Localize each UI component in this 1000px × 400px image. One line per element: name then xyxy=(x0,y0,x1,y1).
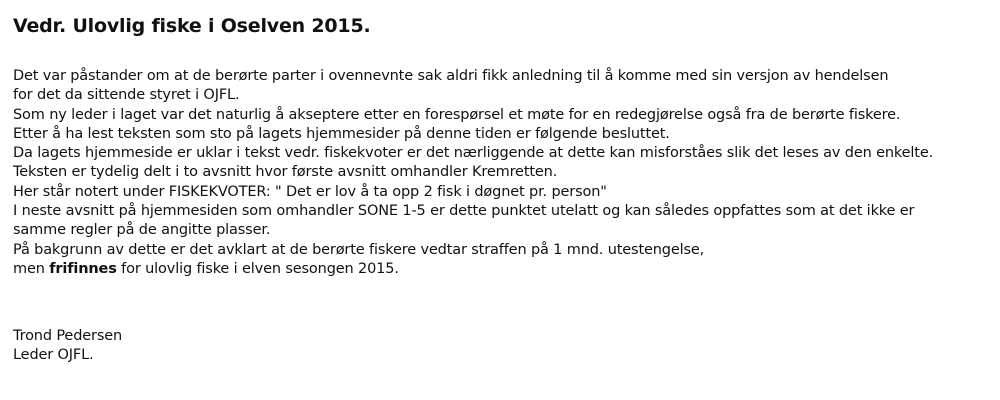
body-line: for det da sittende styret i OJFL. xyxy=(13,87,240,104)
document-title: Vedr. Ulovlig fiske i Oselven 2015. xyxy=(13,15,371,37)
body-line: Teksten er tydelig delt i to avsnitt hvor første avsnitt omhandler Kremretten. xyxy=(13,164,558,181)
body-line: samme regler på de angitte plasser. xyxy=(13,222,271,239)
signature-role: Leder OJFL. xyxy=(13,347,94,364)
body-line: Da lagets hjemmeside er uklar i tekst vedr. fiskekvoter er det nærliggende at dette kan misforståes slik det leses av den enkelte. xyxy=(13,145,934,162)
verdict-text-after: for ulovlig fiske i elven sesongen 2015. xyxy=(116,260,399,277)
body-line: Som ny leder i laget var det naturlig å akseptere etter en forespørsel et møte for en redegjørelse også fra de berørte fiskere. xyxy=(13,106,901,123)
signature-block xyxy=(13,327,122,366)
verdict-emphasis: frifinnes xyxy=(49,260,117,277)
body-line-verdict xyxy=(13,260,988,279)
body-line: I neste avsnitt på hjemmesiden som omhandler SONE 1-5 er dette punktet utelatt og kan således oppfattes som at det ikke er xyxy=(13,203,915,220)
body-line: Her står notert under FISKEKVOTER: " Det er lov å ta opp 2 fisk i døgnet pr. person" xyxy=(13,183,607,200)
signature-name: Trond Pedersen xyxy=(13,328,123,344)
body-line: Det var påstander om at de berørte parter i ovennevnte sak aldri fikk anledning til å komme med sin versjon av hendelsen xyxy=(13,68,889,84)
document-body xyxy=(13,67,988,279)
body-line: På bakgrunn av dette er det avklart at de berørte fiskere vedtar straffen på 1 mnd. utestengelse, xyxy=(13,241,705,258)
verdict-text-before: men xyxy=(13,260,50,277)
body-line: Etter å ha lest teksten som sto på lagets hjemmesider på denne tiden er følgende besluttet. xyxy=(13,125,670,142)
